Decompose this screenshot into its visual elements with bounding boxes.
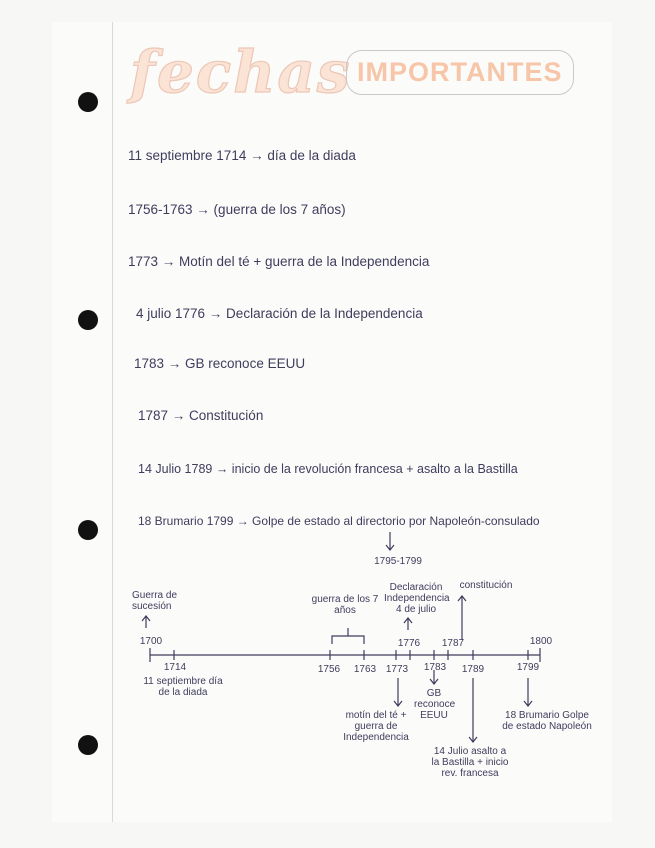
- label-motin: motín del té + guerra de Independencia: [343, 710, 409, 743]
- label-1714: 1714: [163, 662, 187, 673]
- entry-1776: 4 julio 1776 → Declaración de la Independencia: [136, 306, 423, 321]
- label-1789: 1789: [461, 664, 485, 675]
- label-1799: 1799: [516, 662, 540, 673]
- label-1787: 1787: [441, 638, 465, 649]
- label-declaracion: Declaración Independencia 4 de julio: [384, 582, 450, 615]
- title-main: fechas: [130, 38, 352, 106]
- label-gb: GB reconoce EEUU: [414, 688, 456, 721]
- label-sucesion: Guerra de sucesión: [132, 590, 178, 612]
- label-1700: 1700: [139, 636, 163, 647]
- title-sub: IMPORTANTES: [346, 50, 574, 95]
- entry-1799: 18 Brumario 1799 → Golpe de estado al directorio por Napoleón-consulado: [138, 514, 540, 528]
- label-1756: 1756: [317, 664, 341, 675]
- entry-1756: 1756-1763 → (guerra de los 7 años): [128, 202, 346, 217]
- entry-1789: 14 Julio 1789 → inicio de la revolución francesa + asalto a la Bastilla: [138, 462, 518, 476]
- bracket-7-anos: [332, 636, 364, 644]
- entry-1714: 11 septiembre 1714 → día de la diada: [128, 148, 356, 163]
- label-brumario: 18 Brumario Golpe de estado Napoleón: [502, 710, 592, 732]
- label-1783: 1783: [423, 662, 447, 673]
- entry-1783: 1783 → GB reconoce EEUU: [134, 356, 306, 371]
- label-bastilla: 14 Julio asalto a la Bastilla + inicio rev. francesa: [431, 746, 509, 779]
- label-siete-anos: guerra de los 7 años: [311, 594, 379, 616]
- label-constitucion: constitución: [459, 580, 513, 591]
- label-range: 1795-1799: [374, 556, 422, 567]
- label-1800: 1800: [529, 636, 553, 647]
- entry-1773: 1773 → Motín del té + guerra de la Independencia: [128, 254, 430, 269]
- entry-1787: 1787 → Constitución: [138, 408, 264, 423]
- label-diada: 11 septiembre día de la diada: [143, 676, 223, 698]
- label-1763: 1763: [353, 664, 377, 675]
- label-1773: 1773: [385, 664, 409, 675]
- label-1776: 1776: [397, 638, 421, 649]
